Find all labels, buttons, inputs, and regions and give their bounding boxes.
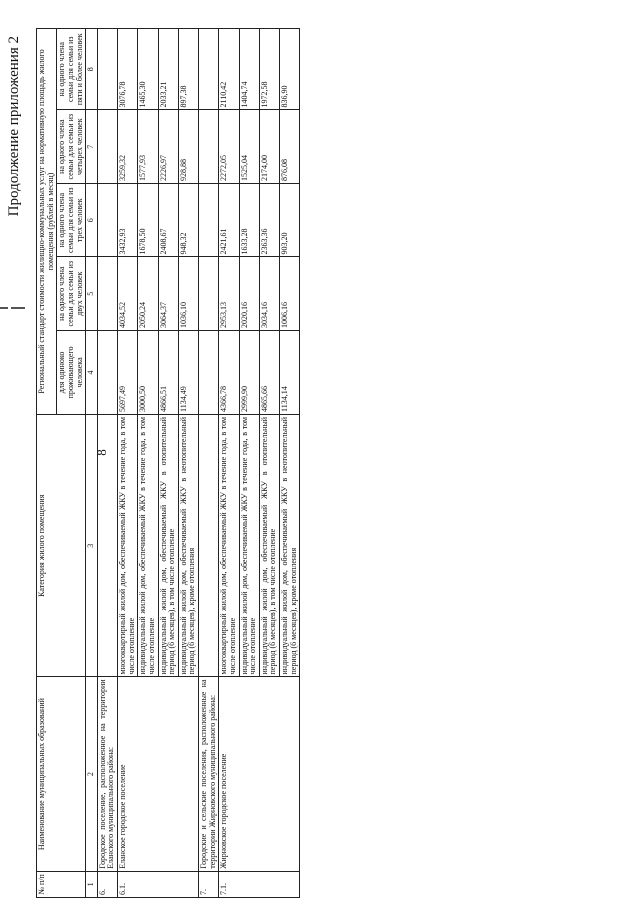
category-cell: индивидуальный жилой дом, обеспечиваемый ЖКУ в течение года, в том числе отопление [138,414,158,677]
standards-table [36,28,300,898]
continuation-title: Продолжение приложения 2 [6,36,22,217]
value-cell: 2363,36 [259,183,279,257]
column-index: 7 [86,110,98,184]
category-cell: индивидуальный жилой дом, обеспечиваемый ЖКУ в течение года, в том числе отопление [239,414,259,677]
value-cell: 3064,37 [158,257,178,331]
value-cell: 2033,21 [158,29,178,110]
value-cell: 2020,16 [239,257,259,331]
value-cell: 1134,49 [178,330,198,414]
header-municipality: Наименование муниципальных образований [37,677,86,871]
value-cell: 2953,13 [219,257,239,331]
page-number: 8 [94,449,109,456]
subsection-name: Еланское городское поселение [118,677,199,871]
header-num: № п/п [37,871,86,897]
value-cell: 1525,04 [239,110,259,184]
subheader-five-plus: на одного члена семьи для семьи из пяти и более человек [57,29,86,110]
section-name: Городские и сельские поселения, расположенные на территории Жирновского муниципального района: [199,677,219,871]
value-cell: 903,20 [280,183,300,257]
value-cell: 876,08 [280,110,300,184]
value-cell: 2174,00 [259,110,279,184]
value-cell: 836,90 [280,29,300,110]
value-cell: 1577,93 [138,110,158,184]
column-index: 1 [86,871,98,897]
value-cell: 897,38 [178,29,198,110]
value-cell: 928,88 [178,110,198,184]
value-cell: 2110,42 [219,29,239,110]
header-category: Категория жилого помещения [37,414,86,677]
table-header-row [37,29,57,898]
value-cell: 2421,61 [219,183,239,257]
value-cell: 948,32 [178,183,198,257]
value-cell: 5697,49 [118,330,138,414]
value-cell: 1006,16 [280,257,300,331]
value-cell: 4366,78 [219,330,239,414]
value-cell: 2272,05 [219,110,239,184]
column-index: 4 [86,330,98,414]
value-cell: 4866,51 [158,330,178,414]
category-cell: многоквартирный жилой дом, обеспечиваемый ЖКУ в течение года, в том числе отопление [219,414,239,677]
column-index-row [86,29,98,898]
table-row [118,29,138,898]
section-num: 6. [97,871,117,897]
value-cell: 1404,74 [239,29,259,110]
header-standard: Региональный стандарт стоимости жилищно-коммунальных услуг на нормативную площадь жилого помещения (рублей в месяц) [37,29,57,415]
value-cell: 3432,93 [118,183,138,257]
value-cell: 1678,50 [138,183,158,257]
value-cell: 4865,66 [259,330,279,414]
section-name: Городское поселение, расположенное на территории Еланского муниципального района: [97,677,117,871]
section-row [97,29,117,898]
column-index: 3 [86,414,98,677]
subheader-single: для одиноко проживающего человека [57,330,86,414]
value-cell: 2050,24 [138,257,158,331]
column-index: 5 [86,257,98,331]
section-num: 7. [199,871,219,897]
subheader-four: на одного члена семьи для семьи из четырех человек [57,110,86,184]
value-cell: 1972,58 [259,29,279,110]
subheader-three: на одного члена семьи для семьи из трех человек [57,183,86,257]
category-cell: индивидуальный жилой дом, обеспечиваемый ЖКУ в неотопительный период (6 месяцев), кроме отопления [280,414,300,677]
value-cell: 1036,10 [178,257,198,331]
column-index: 8 [86,29,98,110]
value-cell: 1134,14 [280,330,300,414]
subsection-num: 6.1. [118,871,199,897]
value-cell: 4034,52 [118,257,138,331]
category-cell: индивидуальный жилой дом, обеспечиваемый ЖКУ в отопительный период (6 месяцев), в том числе отопление [158,414,178,677]
value-cell: 2999,90 [239,330,259,414]
value-cell: 3259,32 [118,110,138,184]
value-cell: 1633,28 [239,183,259,257]
value-cell: 3000,50 [138,330,158,414]
category-cell: индивидуальный жилой дом, обеспечиваемый ЖКУ в отопительный период (6 месяцев), в том числе отопление [259,414,279,677]
value-cell: 3034,16 [259,257,279,331]
subheader-two: на одного члена семьи для семьи из двух человек [57,257,86,331]
column-index: 6 [86,183,98,257]
column-index: 2 [86,677,98,871]
value-cell: 3076,78 [118,29,138,110]
category-cell: индивидуальный жилой дом, обеспечиваемый ЖКУ в неотопительный период (6 месяцев), кроме отопления [178,414,198,677]
category-cell: многоквартирный жилой дом, обеспечиваемый ЖКУ в течение года, в том числе отопление [118,414,138,677]
section-row [199,29,219,898]
value-cell: 1465,30 [138,29,158,110]
value-cell: 2408,67 [158,183,178,257]
table-row [219,29,239,898]
subsection-name: Жирновское городское поселение [219,677,300,871]
subsection-num: 7.1. [219,871,300,897]
value-cell: 2226,97 [158,110,178,184]
